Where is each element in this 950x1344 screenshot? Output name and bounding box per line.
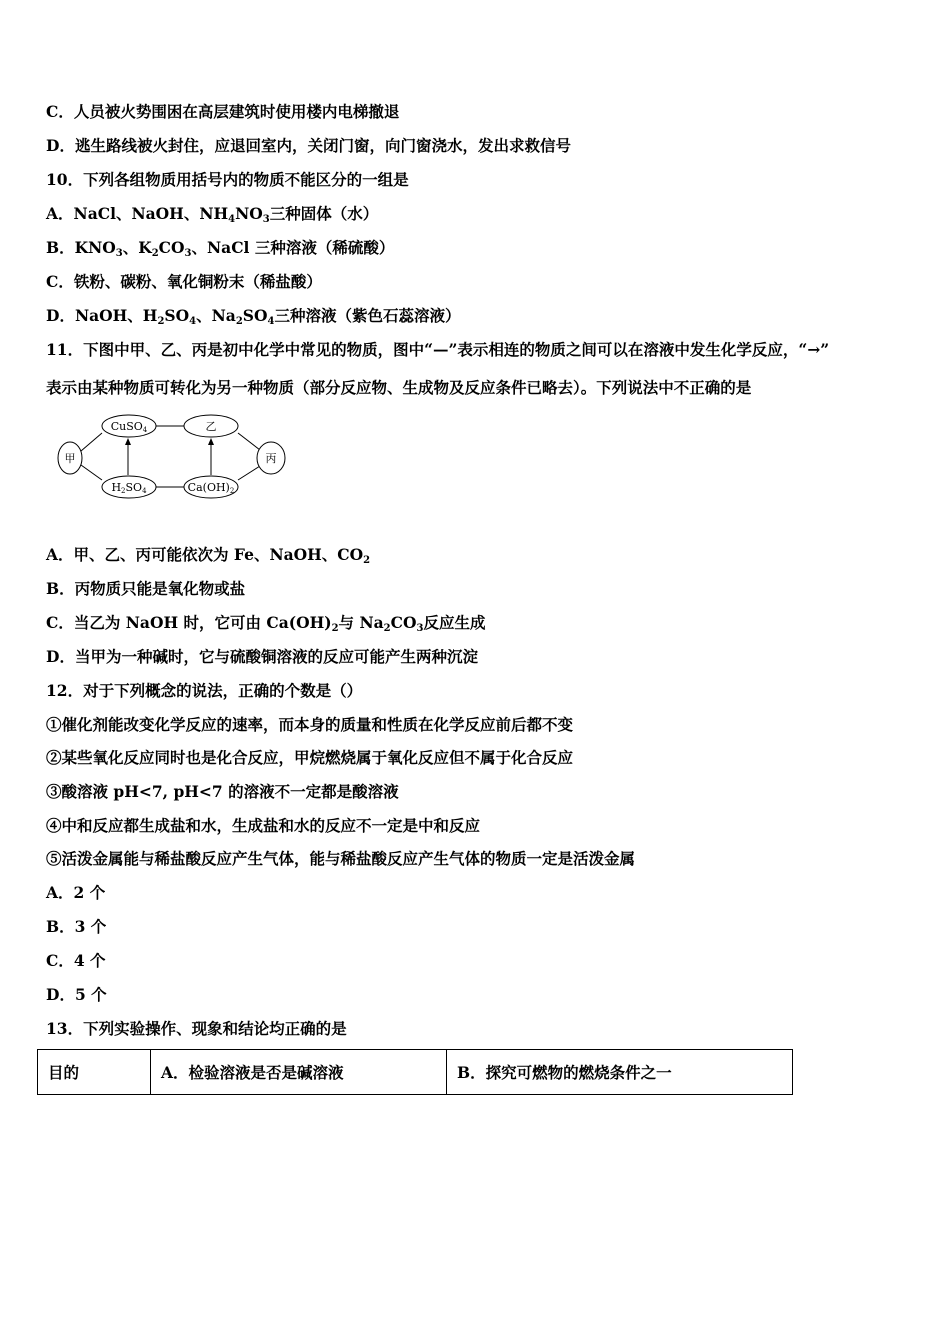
table-cell-a: A．检验溶液是否是碱溶液: [151, 1050, 447, 1095]
node-yi-label: 乙: [205, 420, 217, 433]
q12-option-d: D．5 个: [46, 985, 107, 1004]
q11-option-a: A．甲、乙、丙可能依次为 Fe、NaOH、$CO_2$: [46, 545, 371, 566]
q10-option-d: D．NaOH、$H_2SO_4$、$Na_2SO_4$三种溶液（紫色石蕊溶液）: [46, 306, 461, 327]
q11-option-c: C．当乙为 NaOH 时，它可由 $Ca(OH)_2$与 $Na_2CO_3$反应生成: [46, 613, 486, 634]
q13-stem: 13．下列实验操作、现象和结论均正确的是: [46, 1019, 347, 1038]
table-row: [38, 1050, 793, 1095]
q10-stem: 10．下列各组物质用括号内的物质不能区分的一组是: [46, 170, 409, 189]
q12-statement-5: ⑤活泼金属能与稀盐酸反应产生气体，能与稀盐酸反应产生气体的物质一定是活泼金属: [46, 849, 636, 868]
q12-statement-4: ④中和反应都生成盐和水，生成盐和水的反应不一定是中和反应: [46, 816, 481, 835]
q9-option-d: D．逃生路线被火封住，应退回室内，关闭门窗，向门窗浇水，发出求救信号: [46, 136, 571, 155]
q11-reaction-diagram: [52, 408, 292, 508]
q12-option-c: C．4 个: [46, 951, 106, 970]
q12-statement-1: ①催化剂能改变化学反应的速率，而本身的质量和性质在化学反应前后都不变: [46, 715, 574, 734]
q12-statement-3: ③酸溶液 pH<7, pH<7 的溶液不一定都是酸溶液: [46, 782, 399, 801]
node-bing-label: 丙: [265, 452, 277, 465]
q13-table: [37, 1049, 793, 1095]
q11-option-b: B．丙物质只能是氧化物或盐: [46, 579, 246, 598]
table-cell-b: B．探究可燃物的燃烧条件之一: [447, 1050, 793, 1095]
node-caoh2-label: Ca(OH)2: [187, 481, 235, 495]
q12-option-a: A．2 个: [46, 883, 106, 902]
q12-statement-2: ②某些氧化反应同时也是化合反应，甲烷燃烧属于氧化反应但不属于化合反应: [46, 748, 574, 767]
q9-option-c: C．人员被火势围困在高层建筑时使用楼内电梯撤退: [46, 102, 400, 121]
node-h2so4-label: H2SO4: [111, 481, 147, 495]
link-jia-cuso4: [81, 433, 102, 451]
q12-option-b: B．3 个: [46, 917, 107, 936]
node-jia-label: 甲: [64, 452, 76, 465]
node-cuso4-label: CuSO4: [110, 420, 148, 434]
q11-stem-line1: 11．下图中甲、乙、丙是初中化学中常见的物质，图中“—”表示相连的物质之间可以在溶液中发生化学反应，“→”: [46, 340, 830, 359]
link-caoh2-bing: [238, 466, 260, 480]
q11-option-d: D．当甲为一种碱时，它与硫酸铜溶液的反应可能产生两种沉淀: [46, 647, 478, 666]
q10-option-b: B．$KNO_3$、$K_2CO_3$、NaCl 三种溶液（稀硫酸）: [46, 238, 395, 259]
table-cell-purpose: 目的: [38, 1050, 151, 1095]
link-jia-h2so4: [81, 465, 102, 480]
q10-option-c: C．铁粉、碳粉、氧化铜粉末（稀盐酸）: [46, 272, 322, 291]
q11-stem-line2: 表示由某种物质可转化为另一种物质（部分反应物、生成物及反应条件已略去）。下列说法中不正确的是: [46, 378, 752, 397]
q10-option-a: A．NaCl、NaOH、$NH_4NO_3$三种固体（水）: [46, 204, 379, 225]
q12-stem: 12．对于下列概念的说法，正确的个数是（）: [46, 681, 363, 700]
link-yi-bing: [238, 433, 260, 450]
